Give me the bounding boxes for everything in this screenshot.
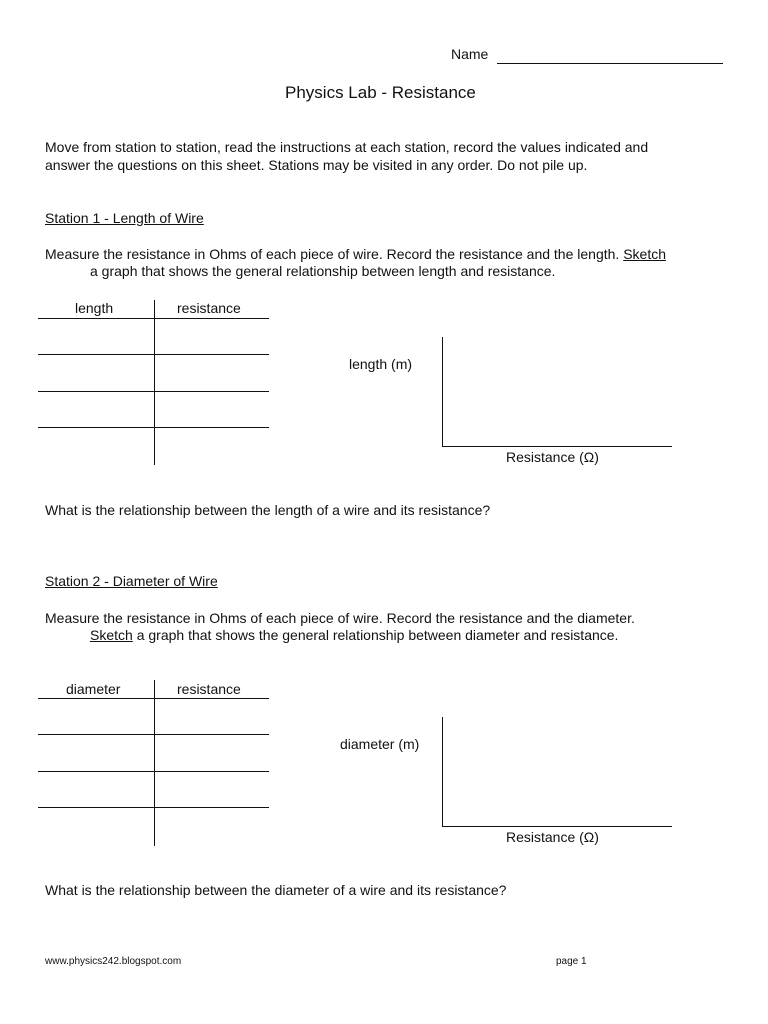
table-row-line[interactable] [38, 698, 269, 699]
graph-y-axis [442, 337, 443, 446]
table-row-line[interactable] [38, 771, 269, 772]
table-divider [154, 300, 155, 465]
page-title: Physics Lab - Resistance [285, 83, 476, 102]
table-row-line[interactable] [38, 427, 269, 428]
station2-graph-y-label: diameter (m) [340, 736, 420, 752]
station1-instruction-line-2: a graph that shows the general relationship between length and resistance. [90, 263, 556, 279]
station1-heading: Station 1 - Length of Wire [45, 210, 204, 226]
station2-instruction-line-1: Measure the resistance in Ohms of each piece of wire. Record the resistance and the diameter. [45, 610, 635, 626]
table-divider [154, 680, 155, 846]
intro-line-2: answer the questions on this sheet. Stations may be visited in any order. Do not pile up. [45, 157, 588, 173]
footer-page-number: page 1 [556, 956, 587, 967]
station1-sketch-word: Sketch [623, 246, 667, 262]
table-row-line[interactable] [38, 391, 269, 392]
station1-col-resistance: resistance [177, 300, 241, 316]
table-row-line[interactable] [38, 734, 269, 735]
table-row-line[interactable] [38, 807, 269, 808]
name-field-line[interactable] [497, 63, 723, 64]
station2-question: What is the relationship between the diameter of a wire and its resistance? [45, 882, 507, 898]
graph-y-axis [442, 717, 443, 826]
station1-col-length: length [75, 300, 114, 316]
station2-sketch-word: Sketch [90, 627, 133, 643]
table-row-line[interactable] [38, 318, 269, 319]
station1-instruction-line-1: Measure the resistance in Ohms of each piece of wire. Record the resistance and the length. Sketch [45, 246, 667, 262]
station2-instruction-line-2: Sketch a graph that shows the general relationship between diameter and resistance. [90, 627, 619, 643]
graph-x-axis [442, 446, 672, 447]
station1-graph-y-label: length (m) [349, 356, 413, 372]
station2-col-resistance: resistance [177, 681, 241, 697]
table-row-line[interactable] [38, 354, 269, 355]
name-label: Name [451, 46, 489, 62]
footer-url: www.physics242.blogspot.com [45, 956, 182, 967]
station2-col-diameter: diameter [66, 681, 121, 697]
station1-question: What is the relationship between the length of a wire and its resistance? [45, 502, 491, 518]
graph-x-axis [442, 826, 672, 827]
station2-heading: Station 2 - Diameter of Wire [45, 573, 218, 589]
station2-graph-x-label: Resistance (Ω) [506, 829, 599, 845]
station1-graph-x-label: Resistance (Ω) [506, 449, 599, 465]
intro-line-1: Move from station to station, read the instructions at each station, record the values indicated and [45, 139, 649, 155]
